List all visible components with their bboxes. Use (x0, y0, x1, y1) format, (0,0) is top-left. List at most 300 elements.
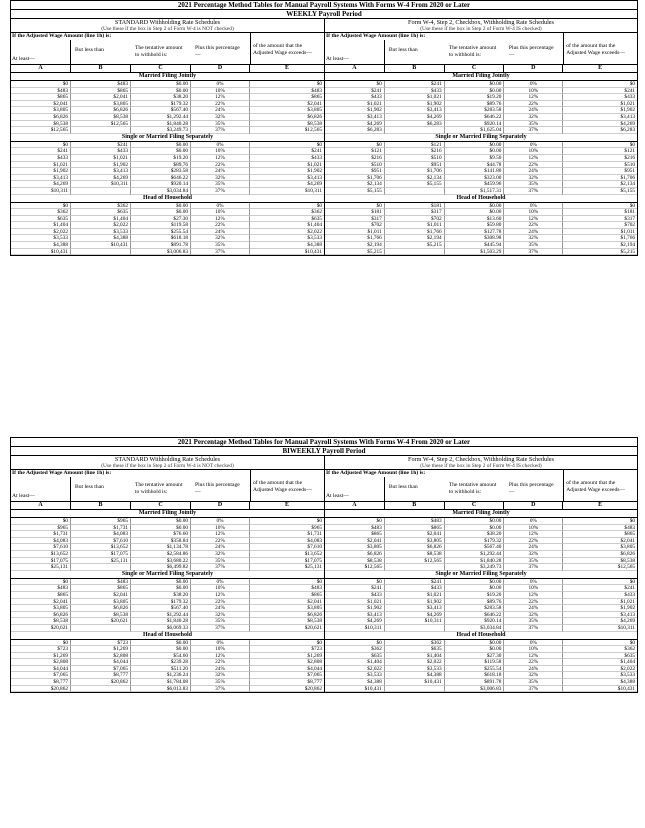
table-cell: $1,840.28 (131, 121, 191, 128)
table-cell: $483 (563, 525, 637, 532)
table-cell: 10% (191, 585, 250, 592)
table-cell: 24% (191, 605, 250, 612)
table-cell: $3,805 (250, 107, 324, 114)
table-cell: $241 (563, 585, 637, 592)
table-cell: 24% (504, 666, 563, 673)
table-cell (385, 127, 445, 134)
table-cell: $4,083 (11, 538, 71, 545)
table-cell: 35% (504, 679, 563, 686)
table-cell: $25,131 (71, 558, 131, 565)
table-cell: $433 (385, 585, 445, 592)
middle-headers (385, 470, 563, 501)
schedule-section (325, 73, 637, 134)
table-row (11, 551, 324, 558)
at-least-label: At least— (12, 493, 35, 499)
table-cell (71, 686, 131, 693)
table-cell: $433 (385, 88, 445, 95)
at-least-label: At least— (326, 493, 349, 499)
table-row (11, 114, 324, 121)
table-cell: $865 (385, 525, 445, 532)
table-cell: $0.00 (131, 88, 191, 95)
table-row (11, 81, 324, 88)
tentative-label: The tentative amount to withhold is: (448, 482, 497, 495)
table-cell: $4,388 (11, 242, 71, 249)
table-cell: 0% (191, 579, 250, 586)
table-cell: $1,706 (385, 168, 445, 175)
of-amount-header (250, 33, 324, 64)
table-row (325, 81, 637, 88)
table-row (11, 107, 324, 114)
table-cell: $891.78 (445, 679, 505, 686)
table-cell: 35% (191, 558, 250, 565)
table-cell: $6,826 (11, 612, 71, 619)
table-cell: 37% (504, 188, 563, 195)
table-cell: $2,134 (325, 181, 385, 188)
table-cell: $3,533 (385, 666, 445, 673)
table-row (325, 216, 637, 223)
table-cell: 37% (504, 625, 563, 632)
table-cell: $5,155 (563, 188, 637, 195)
column-letter-e: E (284, 65, 289, 71)
table-cell: $181 (385, 203, 445, 210)
table-cell: $4,269 (385, 612, 445, 619)
table-cell: $0.00 (445, 579, 505, 586)
table-cell: $0.00 (131, 640, 191, 647)
table-row (11, 666, 324, 673)
table-cell: $3,413 (385, 605, 445, 612)
table-cell: $635 (563, 653, 637, 660)
table-cell: $241 (71, 142, 131, 149)
schedule-section (11, 510, 324, 571)
table-cell: 35% (504, 558, 563, 565)
column-letter-c: C (445, 65, 505, 72)
table-cell: $6,283 (385, 121, 445, 128)
table-cell: $0 (325, 81, 385, 88)
table-cell: $4,044 (71, 659, 131, 666)
table-cell: $179.32 (131, 101, 191, 108)
table-cell: $1,021 (325, 599, 385, 606)
table-row (11, 653, 324, 660)
table-row (325, 168, 637, 175)
table-cell: $1,902 (250, 168, 324, 175)
table-cell: $0 (325, 203, 385, 210)
table-cell: $25,131 (250, 564, 324, 571)
table-row (325, 222, 637, 229)
table-row (11, 94, 324, 101)
table-row (325, 653, 637, 660)
table-cell: 35% (191, 181, 250, 188)
table-cell: $317 (563, 216, 637, 223)
table-cell: $2,041 (71, 592, 131, 599)
table-row (11, 148, 324, 155)
table-cell: 24% (191, 107, 250, 114)
table-cell: $702 (563, 222, 637, 229)
table-cell: 22% (504, 222, 563, 229)
table-cell: $635 (11, 216, 71, 223)
table-cell: $865 (250, 592, 324, 599)
table-cell: $8,777 (11, 679, 71, 686)
at-least-label: At least— (326, 56, 349, 62)
table-cell: $4,083 (71, 531, 131, 538)
table-cell: $0.00 (445, 585, 505, 592)
table-cell: $7,610 (250, 544, 324, 551)
table-cell: $4,269 (71, 175, 131, 182)
left-heading: STANDARD Withholding Rate Schedules (114, 456, 221, 463)
table-cell: $865 (250, 94, 324, 101)
table-cell: 0% (191, 203, 250, 210)
column-letters (11, 501, 324, 510)
column-letter-d: D (191, 502, 250, 509)
table-cell: 37% (504, 564, 563, 571)
table-cell: $362 (71, 203, 131, 210)
right-heading: Form W-4, Step 2, Checkbox, Withholding Rate Schedules (408, 19, 554, 26)
table-cell: $6,826 (71, 107, 131, 114)
table-cell: $1,766 (563, 235, 637, 242)
table-row (11, 625, 324, 632)
table-row (325, 585, 637, 592)
column-letter-e: E (598, 502, 603, 508)
plus-percentage-label: Plus this percentage— (195, 45, 240, 58)
table-cell: 35% (191, 121, 250, 128)
table-cell: $362 (325, 646, 385, 653)
table-cell: $4,269 (563, 618, 637, 625)
table-cell: 32% (504, 235, 563, 242)
table-cell: $89.76 (445, 599, 505, 606)
table-cell: $2,041 (71, 94, 131, 101)
column-headers (325, 32, 637, 64)
table-cell: $7,065 (250, 672, 324, 679)
table-cell: $10,311 (563, 625, 637, 632)
table-cell: $1,021 (563, 599, 637, 606)
tentative-label: The tentative amount to withhold is: (448, 45, 497, 58)
table-cell: $483 (11, 88, 71, 95)
table-cell: $38.20 (131, 592, 191, 599)
table-cell: $483 (71, 579, 131, 586)
table-cell: $12,565 (563, 564, 637, 571)
table-row (11, 564, 324, 571)
table-cell: $8,538 (385, 551, 445, 558)
table-cell: $8,538 (71, 114, 131, 121)
table-cell: $12,565 (71, 121, 131, 128)
column-letter-c: C (445, 502, 505, 509)
column-letter-a: A (325, 65, 385, 72)
table-cell: $1,902 (563, 605, 637, 612)
table-row (11, 531, 324, 538)
table-row (325, 558, 637, 565)
table-cell: $3,413 (563, 114, 637, 121)
table-cell: $1,902 (385, 101, 445, 108)
column-letter-d: D (504, 502, 563, 509)
table-row (11, 142, 324, 149)
table-cell: $38.20 (131, 94, 191, 101)
table-cell: $0.00 (445, 209, 505, 216)
table-title: 2021 Percentage Method Tables for Manual Payroll Systems With Forms W-4 From 2020 or Later (11, 1, 637, 10)
table-cell: 32% (504, 175, 563, 182)
table-row (325, 235, 637, 242)
table-row (325, 679, 637, 686)
table-cell: $3,249.73 (131, 127, 191, 134)
table-cell: $241 (563, 88, 637, 95)
table-cell: $241 (325, 585, 385, 592)
table-cell: $10,311 (71, 181, 131, 188)
table-cell: $483 (325, 525, 385, 532)
table-cell: $9.50 (445, 155, 505, 162)
table-cell: $3,006.83 (131, 249, 191, 256)
table-cell: 35% (504, 181, 563, 188)
table-cell: $2,808 (11, 659, 71, 666)
table-cell: 12% (504, 155, 563, 162)
right-schedule (324, 19, 637, 255)
table-cell: $13,652 (11, 551, 71, 558)
table-cell: $241 (11, 148, 71, 155)
table-cell: 37% (191, 127, 250, 134)
table-cell: $3,034.84 (131, 188, 191, 195)
table-cell: $6,499.82 (131, 564, 191, 571)
table-cell: $635 (385, 646, 445, 653)
table-cell: 22% (504, 162, 563, 169)
table-cell: 12% (504, 653, 563, 660)
schedules-grid (11, 19, 637, 255)
payroll-period: WEEKLY Payroll Period (11, 10, 637, 19)
of-amount-label: of the amount that the Adjusted Wage exceeds— (253, 480, 312, 493)
schedule-section (325, 632, 637, 693)
table-cell: $865 (563, 531, 637, 538)
table-cell: $76.60 (131, 531, 191, 538)
table-cell: 24% (191, 168, 250, 175)
column-headers (11, 469, 324, 501)
table-cell: $6,826 (250, 114, 324, 121)
table-cell: $635 (325, 653, 385, 660)
table-cell: $20,621 (71, 618, 131, 625)
table-row (11, 209, 324, 216)
table-row (325, 142, 637, 149)
table-cell: $1,292.44 (445, 551, 505, 558)
section-heading: Married Filing Jointly (11, 73, 324, 81)
table-cell: $10,431 (71, 242, 131, 249)
section-heading: Single or Married Filing Separately (11, 134, 324, 142)
table-cell: $0.00 (131, 148, 191, 155)
table-row (325, 599, 637, 606)
table-cell: $1,404 (325, 659, 385, 666)
table-cell: $4,083 (250, 538, 324, 545)
table-cell: $1,731 (11, 531, 71, 538)
table-cell: $20,862 (11, 686, 71, 693)
but-less-label: But less than (75, 484, 104, 490)
table-cell: 0% (504, 579, 563, 586)
table-cell: $3,413 (250, 175, 324, 182)
table-cell: $8,538 (563, 558, 637, 565)
table-cell: $2,041 (325, 538, 385, 545)
column-letter-e: E (284, 502, 289, 508)
table-cell: $0.00 (131, 646, 191, 653)
table-row (11, 162, 324, 169)
table-cell: $4,269 (563, 121, 637, 128)
table-cell: $3,805 (325, 544, 385, 551)
table-row (325, 531, 637, 538)
table-row (325, 242, 637, 249)
table-cell (71, 188, 131, 195)
table-cell: $0 (11, 81, 71, 88)
table-cell: $6,826 (71, 605, 131, 612)
table-cell: $433 (11, 155, 71, 162)
table-cell: $179.32 (131, 599, 191, 606)
table-cell (385, 686, 445, 693)
table-row (11, 222, 324, 229)
table-row (325, 162, 637, 169)
table-cell: $1,021 (71, 155, 131, 162)
table-cell: $459.96 (445, 181, 505, 188)
table-cell: $0 (11, 203, 71, 210)
table-cell: $13,652 (250, 551, 324, 558)
table-cell: $1,269 (250, 653, 324, 660)
table-cell: 35% (504, 618, 563, 625)
table-cell: $2,041 (11, 599, 71, 606)
column-letter-a: A (11, 65, 71, 72)
table-row (325, 625, 637, 632)
table-title: 2021 Percentage Method Tables for Manual Payroll Systems With Forms W-4 From 2020 or Later (11, 438, 637, 447)
table-cell: $5,155 (325, 188, 385, 195)
table-cell: 0% (191, 81, 250, 88)
table-cell: $1,840.28 (445, 558, 505, 565)
table-cell: 22% (504, 599, 563, 606)
table-cell: $3,533 (563, 672, 637, 679)
table-cell: $0 (11, 518, 71, 525)
table-cell: $702 (325, 222, 385, 229)
plus-percentage-label: Plus this percentage— (508, 45, 554, 58)
table-cell: $7,610 (71, 538, 131, 545)
table-cell: $0.00 (131, 203, 191, 210)
table-cell: $0.00 (131, 579, 191, 586)
table-cell: $19.20 (445, 592, 505, 599)
table-cell: 0% (504, 640, 563, 647)
table-cell: 32% (504, 551, 563, 558)
table-cell: $121 (325, 148, 385, 155)
table-cell: $951 (385, 162, 445, 169)
table-cell: $1,269 (71, 646, 131, 653)
column-letters (325, 64, 637, 73)
table-cell: 12% (191, 155, 250, 162)
right-heading: Form W-4, Step 2, Checkbox, Withholding Rate Schedules (408, 456, 554, 463)
table-cell: $2,194 (325, 242, 385, 249)
column-headers (11, 32, 324, 64)
table-cell: $1,269 (11, 653, 71, 660)
table-cell (385, 625, 445, 632)
table-cell: 12% (191, 592, 250, 599)
table-cell: $1,021 (385, 94, 445, 101)
table-cell: 22% (191, 222, 250, 229)
table-cell: 37% (191, 249, 250, 256)
table-cell: $216 (563, 155, 637, 162)
table-cell: $1,011 (563, 229, 637, 236)
table-cell: 10% (191, 88, 250, 95)
table-row (325, 249, 637, 256)
table-cell: $3,413 (563, 612, 637, 619)
table-cell: 22% (191, 162, 250, 169)
table-cell: $2,041 (250, 599, 324, 606)
table-cell: 22% (191, 599, 250, 606)
table-cell: $10,431 (325, 686, 385, 693)
table-row (11, 216, 324, 223)
schedule-section (11, 134, 324, 195)
table-row (11, 592, 324, 599)
tentative-label: The tentative amount to withhold is: (135, 482, 183, 495)
table-cell: $3,805 (563, 544, 637, 551)
table-cell: $865 (71, 88, 131, 95)
table-cell: $0.00 (445, 203, 505, 210)
table-cell: 10% (504, 88, 563, 95)
table-cell: $433 (325, 94, 385, 101)
table-cell: $2,194 (385, 235, 445, 242)
table-cell: $2,134 (385, 175, 445, 182)
table-cell: $3,413 (325, 612, 385, 619)
table-cell: $951 (563, 168, 637, 175)
table-cell: 35% (191, 679, 250, 686)
table-row (11, 605, 324, 612)
table-cell: $3,805 (11, 605, 71, 612)
table-cell: $8,538 (250, 121, 324, 128)
table-cell: $323.00 (445, 175, 505, 182)
table-row (11, 235, 324, 242)
table-cell: $1,021 (563, 101, 637, 108)
table-cell: 10% (504, 209, 563, 216)
left-note: (Use these if the box in Step 2 of Form W-4 is NOT checked) (101, 463, 234, 469)
table-cell: $0 (563, 518, 637, 525)
payroll-table-1 (10, 0, 638, 256)
table-row (11, 242, 324, 249)
table-cell: $2,022 (71, 222, 131, 229)
adjusted-wage-lead: If the Adjusted Wage Amount (line 1h) is: (326, 33, 442, 40)
table-cell: $0 (250, 579, 324, 586)
table-row (325, 579, 637, 586)
table-row (325, 127, 637, 134)
table-cell: $1,766 (385, 229, 445, 236)
table-cell: $5,215 (385, 242, 445, 249)
table-cell: $308.98 (445, 235, 505, 242)
table-cell: $2,022 (325, 666, 385, 673)
schedule-section (11, 632, 324, 693)
table-row (11, 181, 324, 188)
table-cell: 0% (191, 142, 250, 149)
table-cell: $1,011 (385, 222, 445, 229)
table-cell: $1,517.31 (445, 188, 505, 195)
table-cell: $0 (11, 640, 71, 647)
table-cell: $483 (71, 81, 131, 88)
table-cell: 24% (504, 544, 563, 551)
table-cell: $1,902 (325, 605, 385, 612)
table-cell: $4,269 (250, 181, 324, 188)
table-cell: $0 (11, 579, 71, 586)
table-cell: 0% (504, 203, 563, 210)
table-row (11, 229, 324, 236)
table-cell: $3,805 (71, 599, 131, 606)
table-cell: $1,292.44 (131, 114, 191, 121)
table-cell: $8,777 (250, 679, 324, 686)
table-cell: 0% (504, 81, 563, 88)
table-cell: $10,311 (385, 618, 445, 625)
table-cell: $0.00 (445, 640, 505, 647)
table-cell: 24% (504, 107, 563, 114)
table-cell: $0.00 (131, 81, 191, 88)
table-cell: $433 (325, 592, 385, 599)
column-letter-a: A (325, 502, 385, 509)
adjusted-wage-lead: If the Adjusted Wage Amount (line 1h) is: (12, 470, 128, 477)
table-row (325, 544, 637, 551)
table-cell: $2,134 (563, 181, 637, 188)
table-cell: $2,041 (250, 101, 324, 108)
table-row (325, 612, 637, 619)
table-cell: $19.20 (131, 155, 191, 162)
table-row (11, 121, 324, 128)
